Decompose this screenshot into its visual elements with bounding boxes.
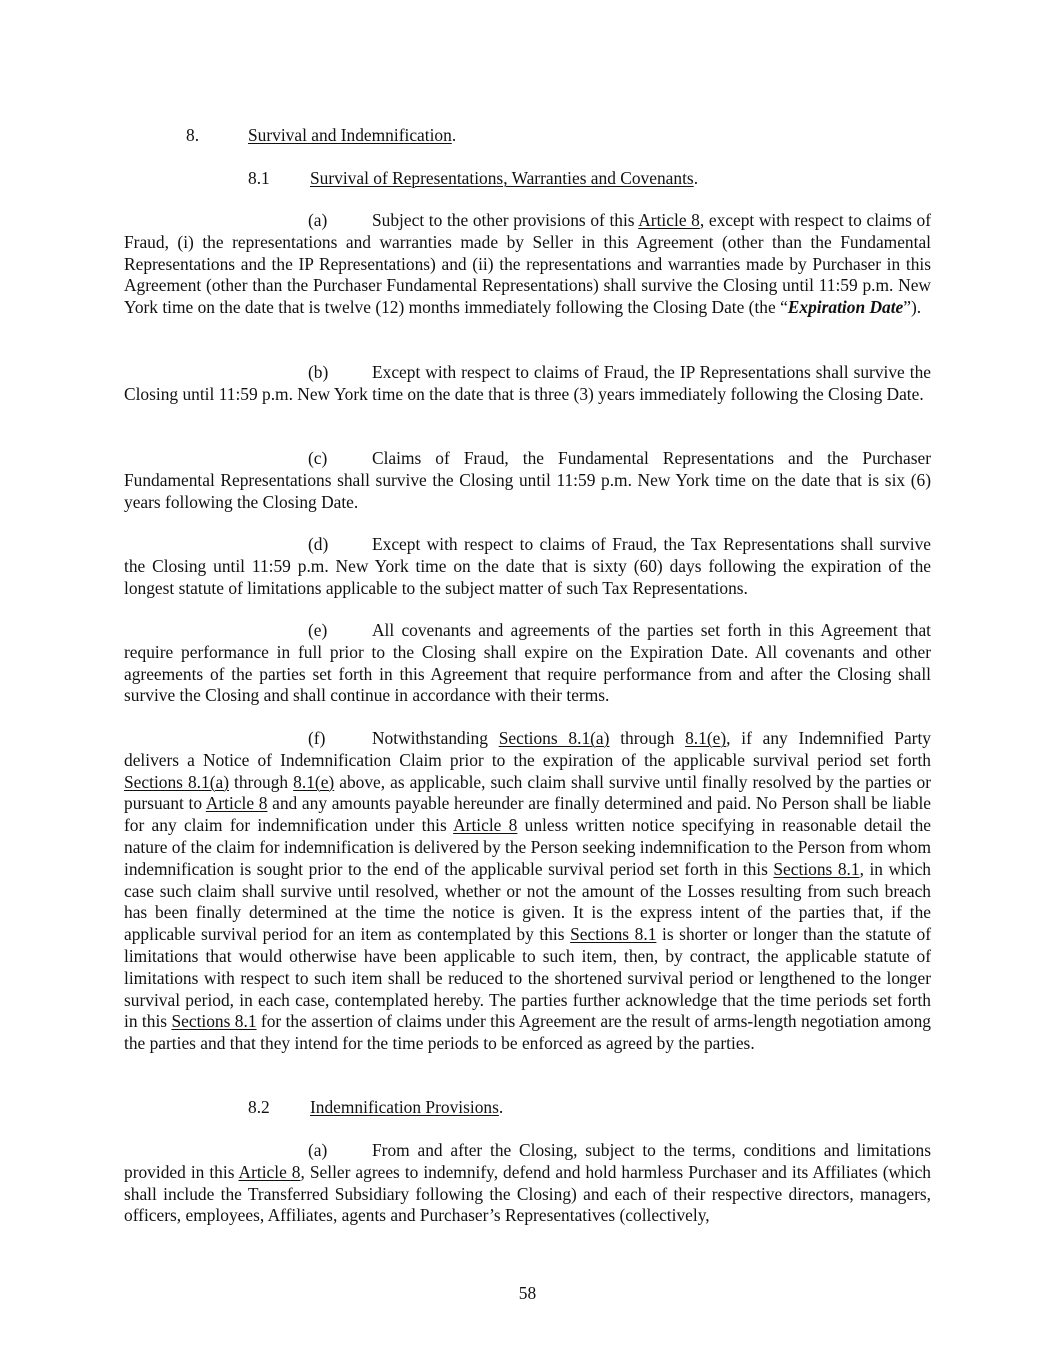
paragraph-8-1-e xyxy=(124,620,931,707)
cross-reference: Article 8 xyxy=(238,1161,301,1182)
paragraph-8-1-f: (f) Notwithstanding Sections 8.1(a) through 8.1(e), if any Indemnified Party delivers a Notice of Indemnification Claim prior to the expiration of the applicable survival period set forth Sections 8.1(a) through 8.1(e) above, as applicable, such claim shall survive until finally resolved by the parties or pursuant to Article 8 and any amounts payable hereunder are finally determined and paid. No Person shall be liable for any claim for indemnification under this Article 8 unless written notice specifying in reasonable detail the nature of the claim for indemnification is delivered by the Person seeking indemnification to the Person from whom indemnification is sought prior to the end of the applicable survival period set forth in this Sections 8.1, in which case such claim shall survive until resolved, whether or not the amount of the Losses resulting from such breach has been finally determined at the time the notice is given. It is the express intent of the parties that, if the applicable survival period for an item as contemplated by this Sections 8.1 is shorter or longer than the statute of limitations that would otherwise have been applicable to such item, then, by contract, the applicable statute of limitations with respect to such item shall be reduced to the shortened survival period or lengthened to the longer survival period, in each case, contemplated hereby. The parties further acknowledge that the time periods set forth in this Sections 8.1 for the assertion of claims under this Agreement are the result of arms-length negotiation among the parties and that they intend for the time periods to be enforced as agreed by the parties. xyxy=(124,728,932,1054)
cross-reference: Sections 8.1 xyxy=(570,924,657,945)
section-8-heading: 8. Survival and Indemnification. xyxy=(186,125,457,145)
paragraph-label: (c) xyxy=(308,448,328,468)
paragraph-label: (d) xyxy=(308,534,329,554)
cross-reference: Article 8 xyxy=(638,210,700,230)
cross-reference: Sections 8.1(a) xyxy=(124,771,229,792)
paragraph-text: Except with respect to claims of Fraud, the IP Representations shall survive the Closing until 11:59 p.m. New York time on the date that is three (3) years immediately following the Closing Date. xyxy=(124,362,931,404)
subsection-title: Indemnification Provisions xyxy=(310,1097,499,1117)
paragraph-8-2-a: (a) From and after the Closing, subject to the terms, conditions and limitations provided in this Article 8, Seller agrees to indemnify, defend and hold harmless Purchaser and its Affiliates (which shall include the Transferred Subsidiary following the Closing) and each of their respective directors, managers, officers, employees, Affiliates, agents and Purchaser’s Representatives (collectively, xyxy=(124,1140,931,1226)
paragraph-label: (e) xyxy=(308,620,328,640)
subsection-8-1-heading: 8.1 Survival of Representations, Warranties and Covenants. xyxy=(248,168,699,188)
paragraph-text: All covenants and agreements of the parties set forth in this Agreement that require performance in full prior to the Closing shall expire on the Expiration Date. All covenants and other agreements of the parties set forth in this Agreement that require performance from and after the Closing shall survive the Closing and shall continue in accordance with their terms. xyxy=(124,620,931,706)
section-number: 8. xyxy=(186,125,200,145)
paragraph-8-1-a: (a) Subject to the other provisions of this Article 8, except with respect to claims of Fraud, (i) the representations and warranties made by Seller in this Agreement (other than the Fundamental Representations and the IP Representations) and (ii) the representations and warranties made by Purchaser in this Agreement (other than the Purchaser Fundamental Representations) shall survive the Closing until 11:59 p.m. New York time on the date that is twelve (12) months immediately following the Closing Date (the “Expiration Date”). xyxy=(124,210,931,318)
cross-reference: Sections 8.1(a) xyxy=(498,728,610,748)
cross-reference: 8.1(e) xyxy=(293,771,335,792)
defined-term: Expiration Date xyxy=(787,297,904,318)
page-number: 58 xyxy=(518,1283,537,1303)
subsection-8-2-heading: 8.2 Indemnification Provisions. xyxy=(248,1097,504,1117)
subsection-number: 8.1 xyxy=(248,168,270,188)
cross-reference: 8.1(e) xyxy=(685,728,727,748)
paragraph-8-1-b xyxy=(124,362,931,406)
paragraph-label: (f) xyxy=(308,728,326,748)
paragraph-label: (a) xyxy=(308,210,328,230)
subsection-title: Survival of Representations, Warranties and Covenants xyxy=(310,168,694,188)
cross-reference: Sections 8.1 xyxy=(171,1011,257,1032)
paragraph-label: (a) xyxy=(308,1140,328,1160)
paragraph-text: Claims of Fraud, the Fundamental Representations and the Purchaser Fundamental Representations shall survive the Closing until 11:59 p.m. New York time on the date that is six (6) years following the Closing Date. xyxy=(124,448,931,512)
paragraph-text: Except with respect to claims of Fraud, the Tax Representations shall survive the Closing until 11:59 p.m. New York time on the date that is sixty (60) days following the expiration of the longest statute of limitations applicable to the subject matter of such Tax Representations. xyxy=(124,534,931,598)
cross-reference: Sections 8.1 xyxy=(773,858,860,879)
section-title: Survival and Indemnification xyxy=(248,125,452,145)
cross-reference: Article 8 xyxy=(205,793,268,814)
paragraph-8-1-d xyxy=(124,534,931,599)
paragraph-8-1-c xyxy=(124,448,931,513)
cross-reference: Article 8 xyxy=(453,815,518,836)
paragraph-label: (b) xyxy=(308,362,329,382)
subsection-number: 8.2 xyxy=(248,1097,270,1117)
